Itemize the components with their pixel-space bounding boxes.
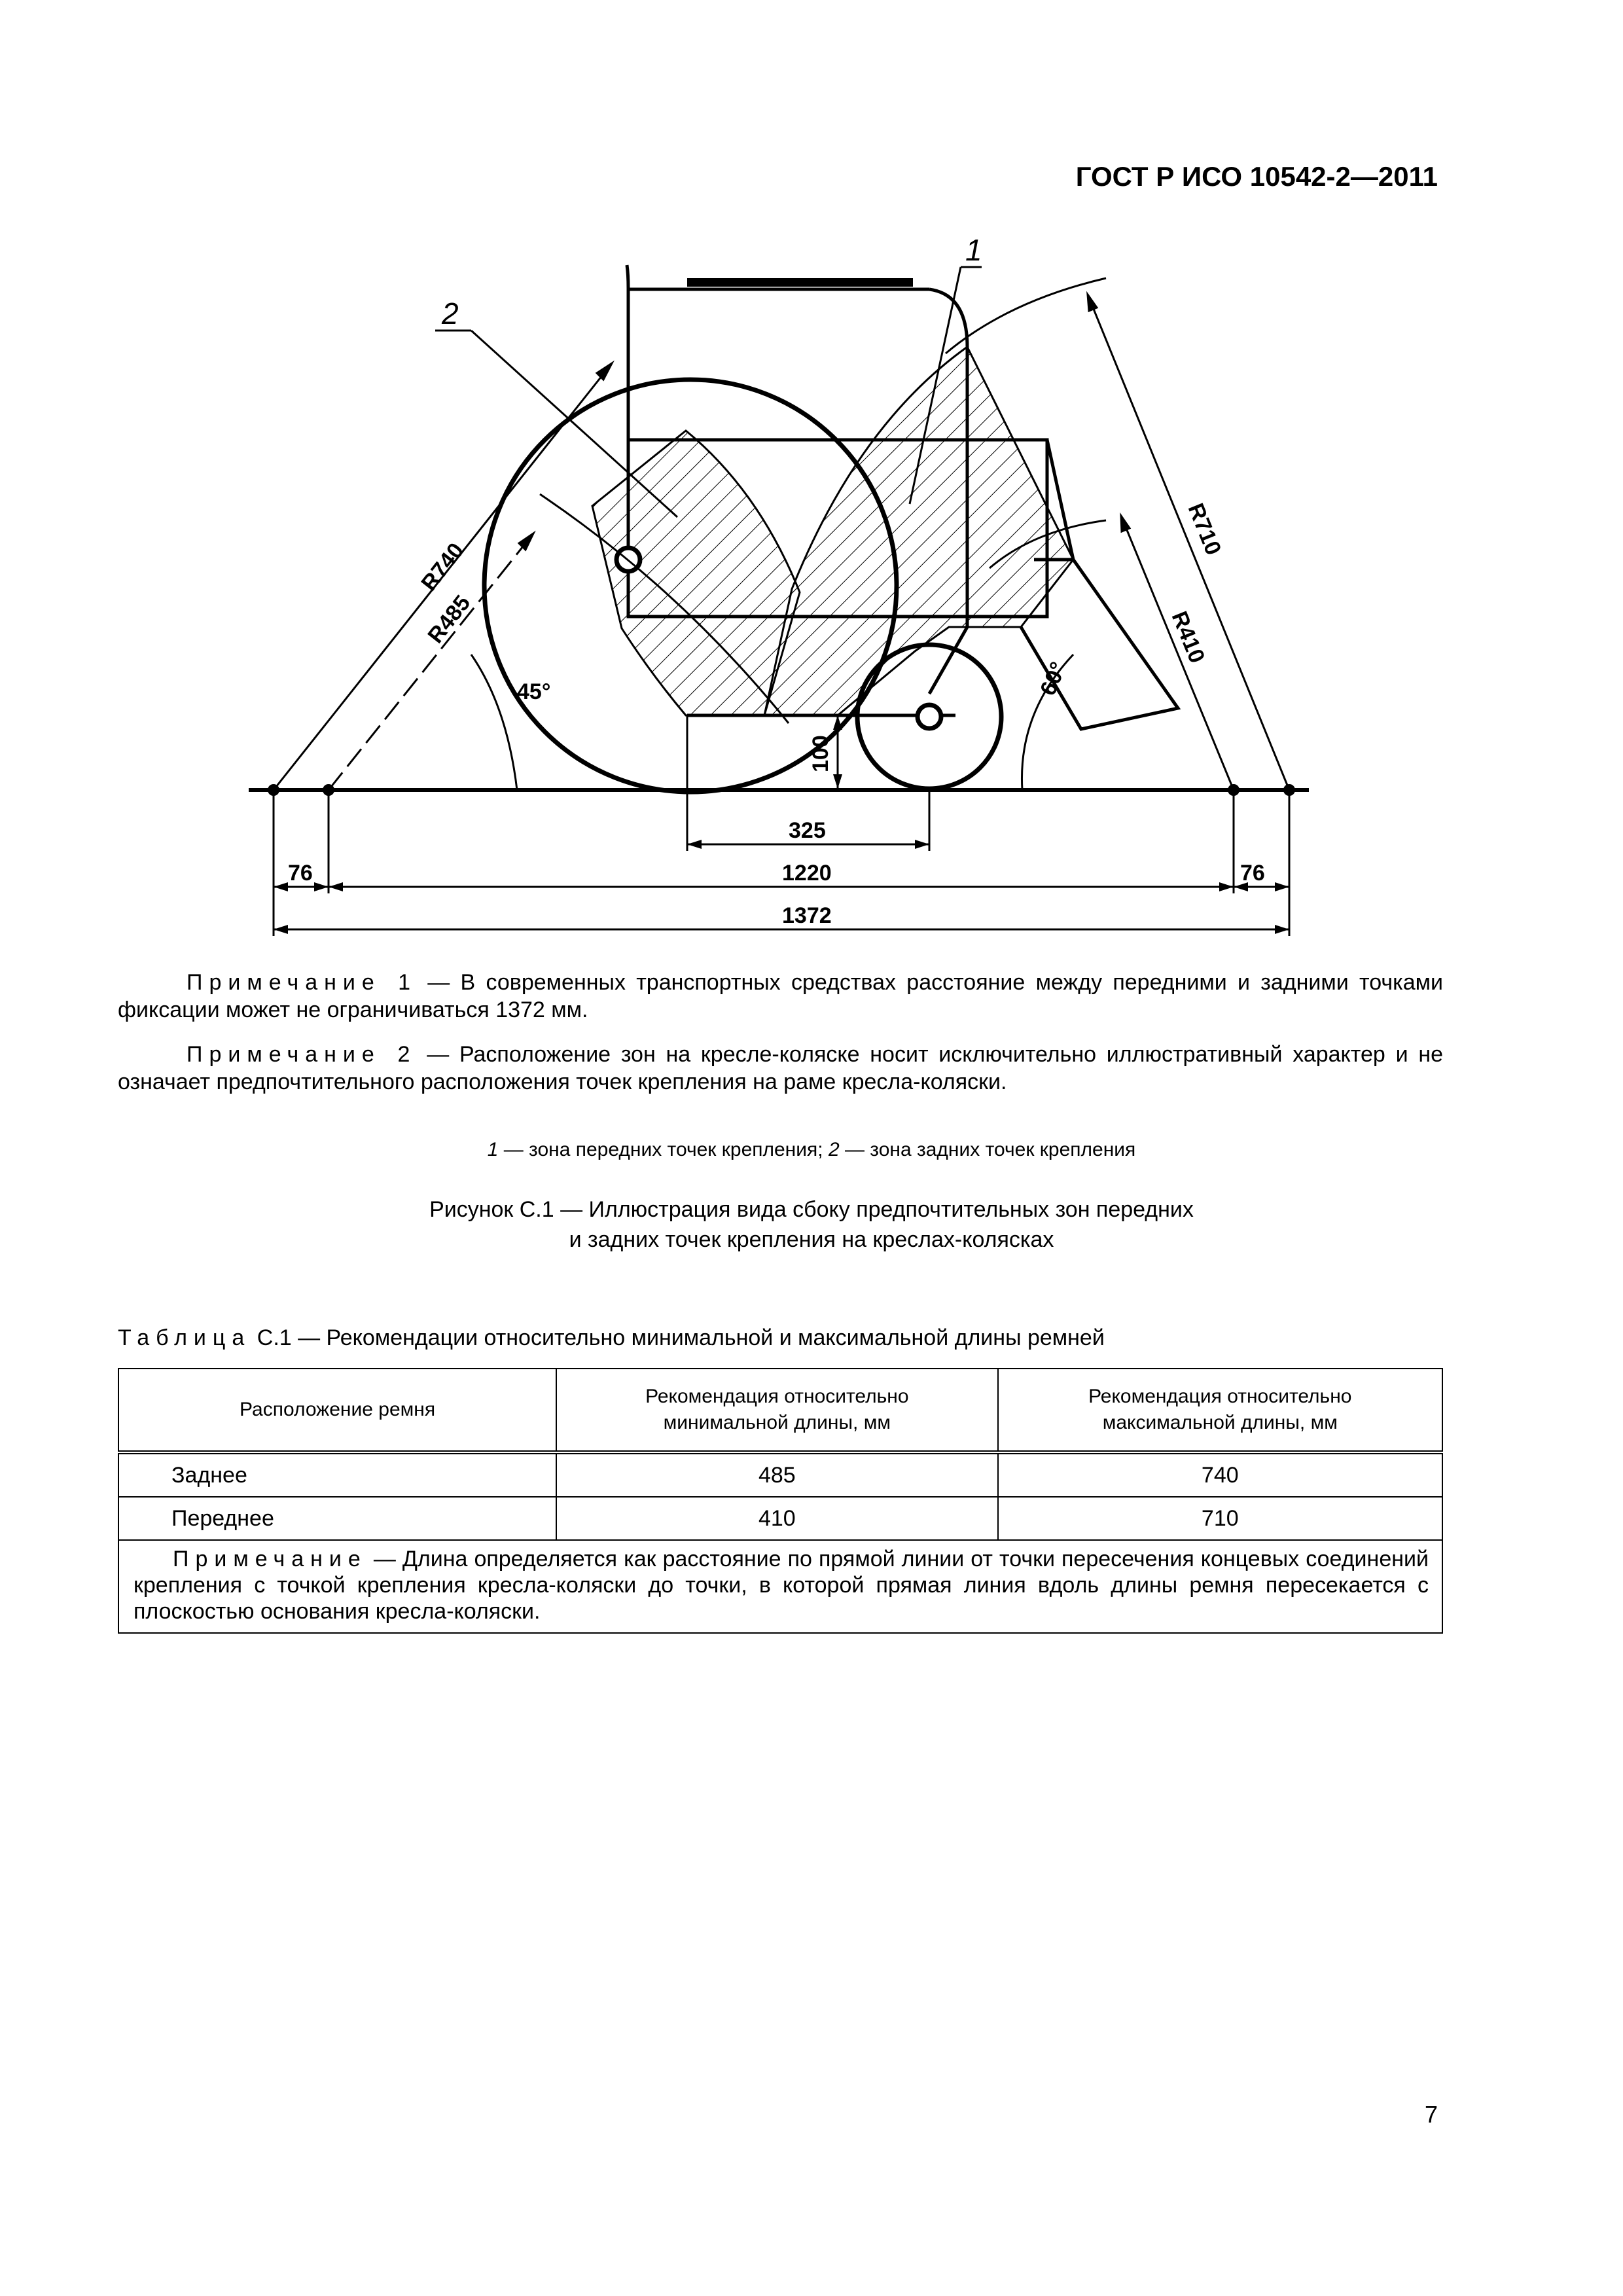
- header-belt-location: Расположение ремня: [118, 1369, 556, 1452]
- dim-325: 325: [789, 818, 826, 843]
- table-caption: Таблица С.1 — Рекомендации относительно минимальной и максимальной длины ремней: [118, 1325, 1105, 1350]
- dim-1372: 1372: [782, 903, 832, 928]
- label-60deg: 60°: [1035, 658, 1071, 699]
- row-min: 485: [556, 1452, 997, 1497]
- label-r740: R740: [416, 538, 469, 596]
- page-number: 7: [1424, 2101, 1438, 2128]
- row-min: 410: [556, 1497, 997, 1540]
- table-header-row: [118, 1369, 1442, 1452]
- dim-100: 100: [808, 735, 833, 772]
- note-2-text: — Расположение зон на кресле-коляске носит исключительно иллюстративный характер и не означает предпочтительного расположения точек крепления на раме кресла-коляски.: [118, 1042, 1444, 1094]
- front-anchorage-zone: [764, 347, 1073, 715]
- side-view-figure: [0, 0, 1623, 982]
- rear-anchorage-zone: [592, 431, 800, 715]
- belt-length-table: [118, 1368, 1443, 1634]
- note-2-label: Примечание 2: [187, 1042, 417, 1067]
- note-1: [118, 969, 1443, 1024]
- callout-zone-1: 1: [965, 233, 982, 267]
- callout-zone-2: 2: [442, 296, 459, 331]
- header-min-length: Рекомендация относительно минимальной длины, мм: [556, 1369, 997, 1452]
- front-anchor-point: [918, 705, 941, 728]
- figure-caption-line-2: и задних точек крепления на креслах-колясках: [569, 1227, 1054, 1252]
- table-row: [118, 1497, 1442, 1540]
- table-note: Примечание — Длина определяется как расстояние по прямой линии от точки пересечения концевых соединений крепления с точкой крепления кресла-коляски до точки, в которой прямая линия вдоль длины ремня пересекается с плоскостью основания кресла-коляски.: [118, 1540, 1442, 1633]
- row-max: 710: [998, 1497, 1442, 1540]
- label-r485: R485: [423, 590, 476, 648]
- row-label: Переднее: [118, 1497, 556, 1540]
- note-1-label: Примечание 1: [187, 970, 417, 995]
- dim-76-left: 76: [288, 861, 313, 886]
- table-row: [118, 1452, 1442, 1497]
- figure-caption: [0, 1194, 1623, 1255]
- note-2: [118, 1041, 1443, 1096]
- figure-legend: 1 — зона передних точек крепления; 2 — зона задних точек крепления: [487, 1139, 1136, 1160]
- backrest-handle: [687, 278, 913, 287]
- label-r410: R410: [1166, 607, 1210, 667]
- row-label: Заднее: [118, 1452, 556, 1497]
- table-note-row: [118, 1540, 1442, 1633]
- dim-1220: 1220: [782, 861, 832, 886]
- label-r710: R710: [1183, 499, 1226, 559]
- header-max-length: Рекомендация относительно максимальной длины, мм: [998, 1369, 1442, 1452]
- label-45deg: 45°: [517, 679, 551, 704]
- document-header: ГОСТ Р ИСО 10542-2—2011: [1075, 161, 1438, 192]
- figure-caption-line-1: Рисунок С.1 — Иллюстрация вида сбоку предпочтительных зон передних: [429, 1197, 1194, 1222]
- note-1-text: — В современных транспортных средствах расстояние между передними и задними точками фиксации может не ограничиваться 1372 мм.: [118, 970, 1443, 1022]
- dim-76-right: 76: [1240, 861, 1265, 886]
- row-max: 740: [998, 1452, 1442, 1497]
